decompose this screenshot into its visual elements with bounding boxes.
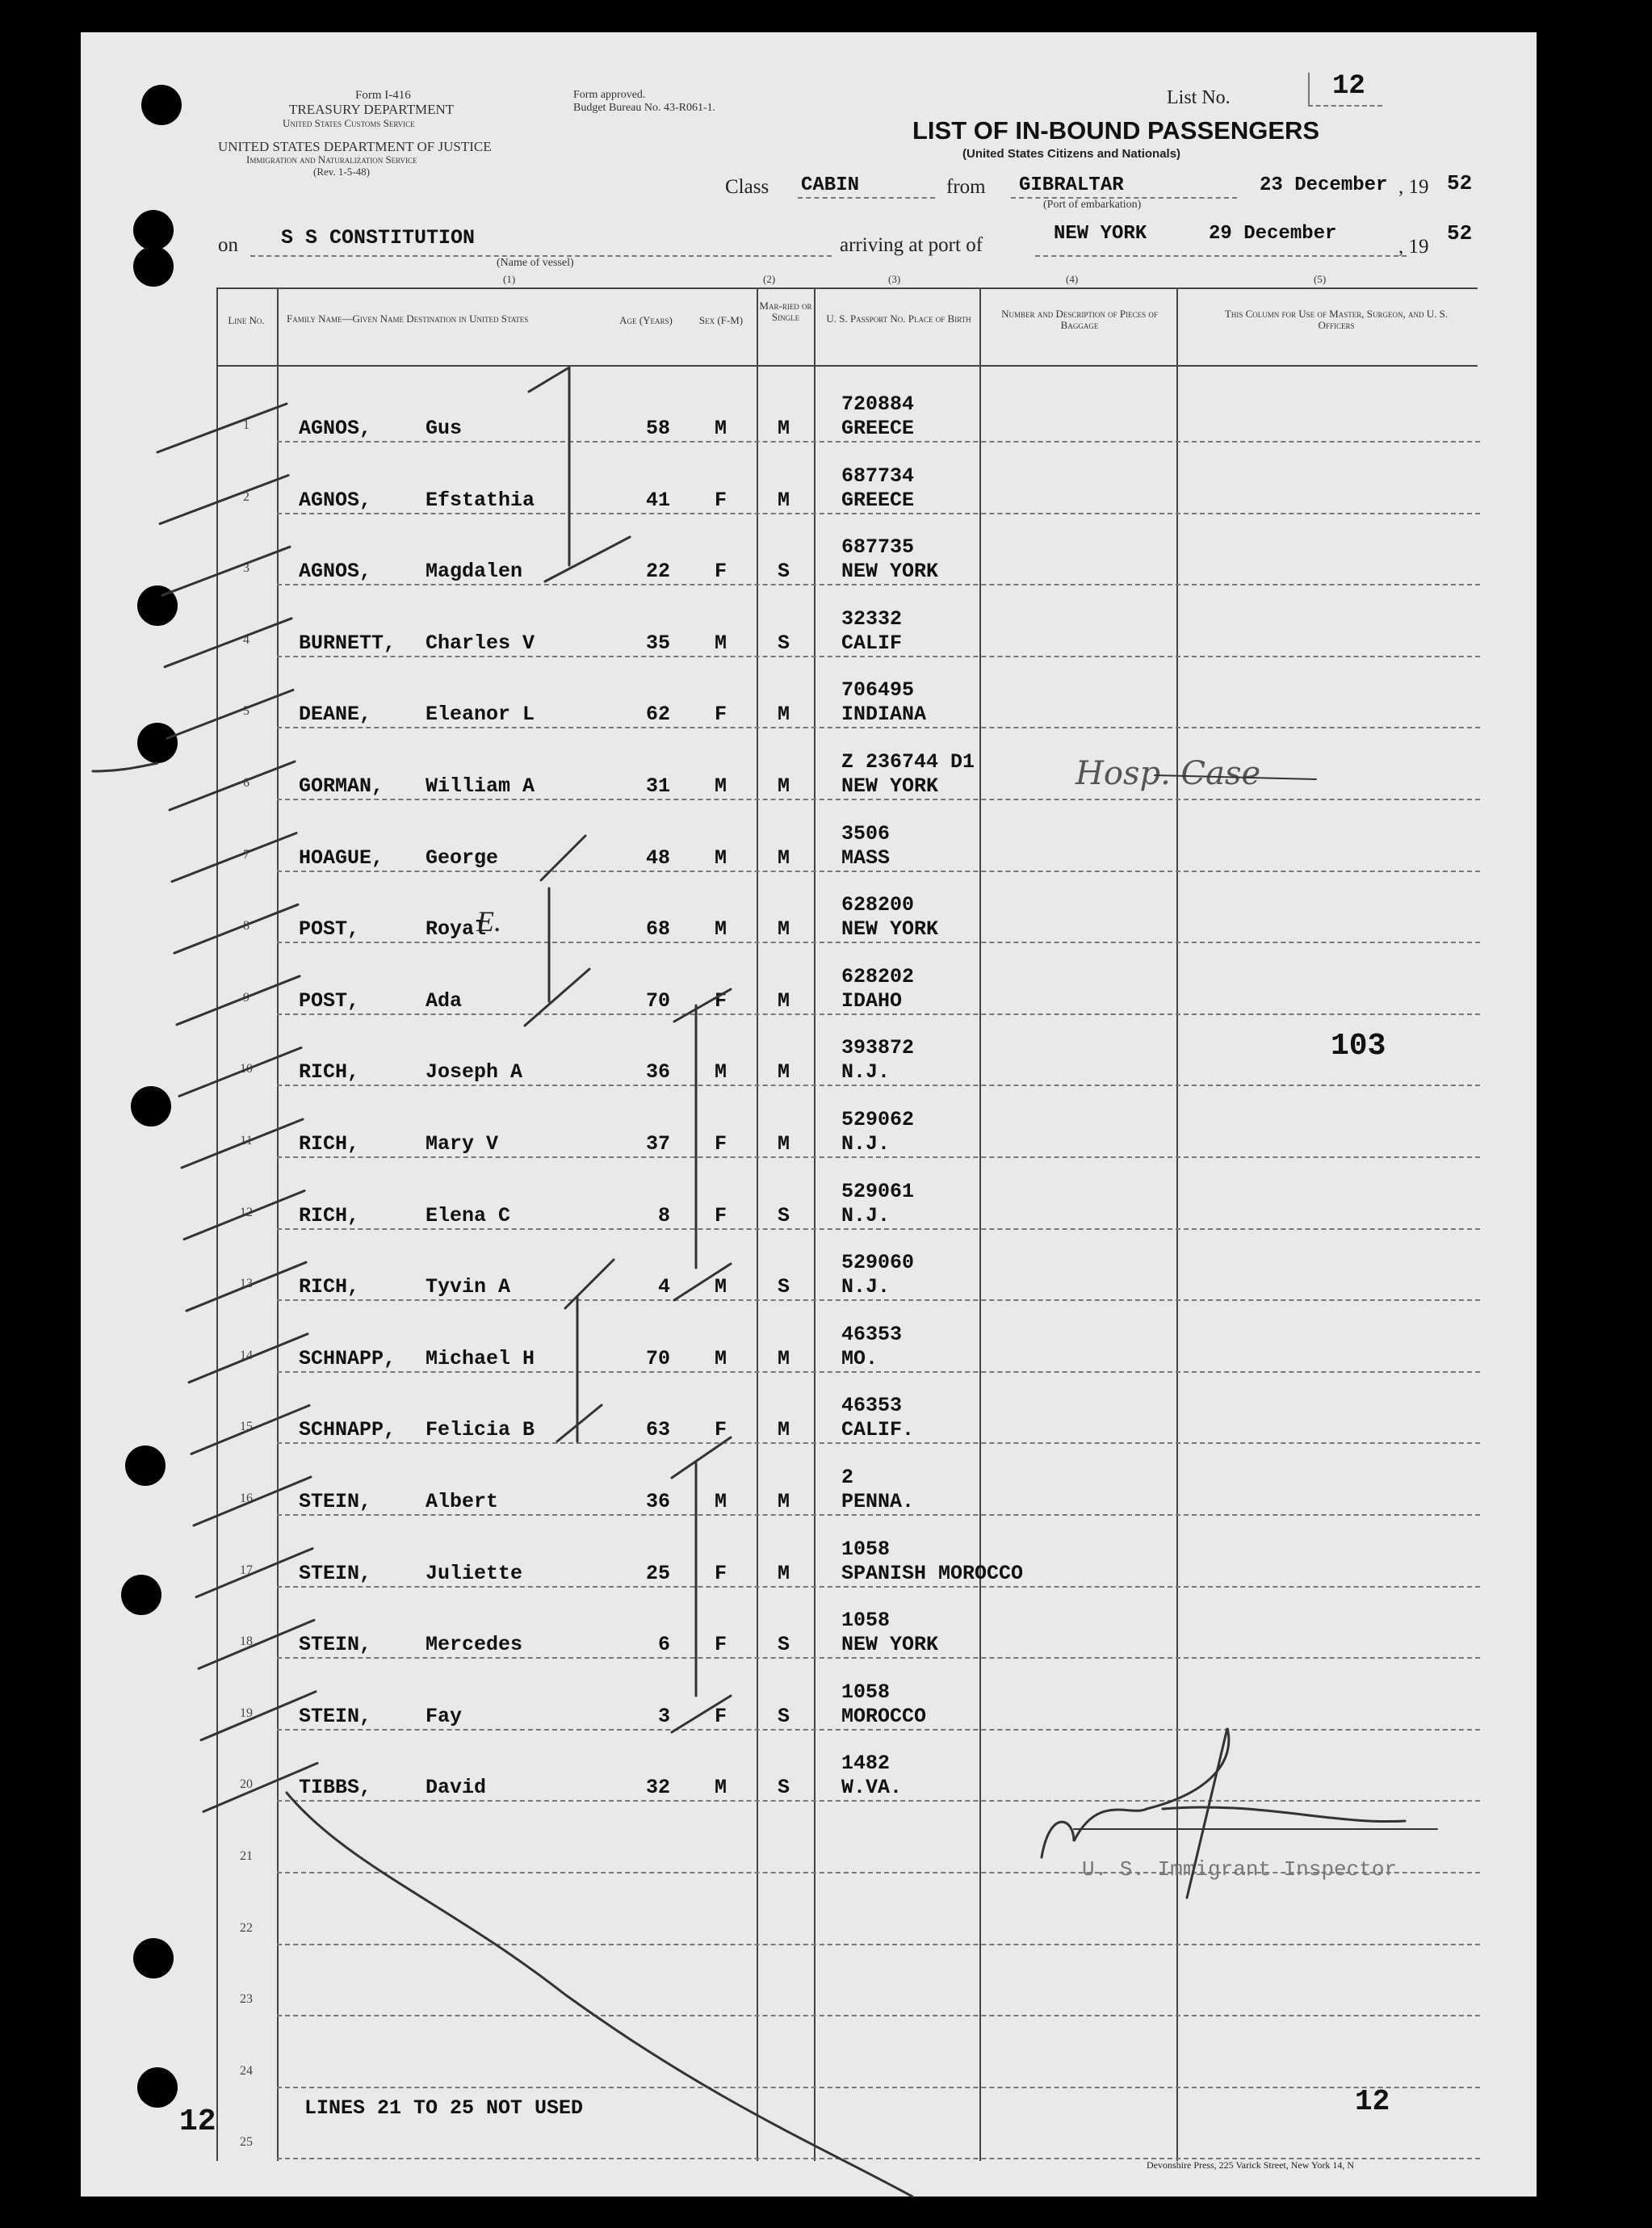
- passenger-age: 22: [645, 560, 670, 584]
- marital-status: M: [778, 1346, 790, 1370]
- place-of-birth: IDAHO: [841, 988, 903, 1013]
- tally-mark: [191, 1405, 309, 1454]
- passenger-surname: AGNOS,: [299, 488, 372, 512]
- line-number: 2: [243, 489, 249, 504]
- col-number-4: (4): [1066, 273, 1079, 285]
- passenger-surname: RICH,: [299, 1060, 360, 1085]
- passenger-age: 41: [645, 488, 670, 512]
- passenger-sex: M: [715, 774, 727, 798]
- passenger-sex: M: [715, 631, 727, 655]
- officer-number: 103: [1331, 1029, 1386, 1064]
- on-label: on: [218, 234, 238, 256]
- passenger-surname: POST,: [299, 988, 360, 1013]
- list-no-value: 12: [1332, 71, 1365, 102]
- tally-mark: [172, 833, 296, 882]
- passport-number: 3506: [841, 821, 891, 845]
- tally-mark: [167, 690, 293, 738]
- departure-year-prefix: , 19: [1398, 176, 1429, 198]
- line-number: 11: [240, 1134, 253, 1148]
- line-number: 10: [240, 1062, 253, 1076]
- passenger-given-name: Juliette: [426, 1561, 523, 1585]
- tally-mark: [182, 1119, 303, 1168]
- passenger-age: 8: [657, 1203, 670, 1227]
- passenger-sex: F: [715, 488, 727, 512]
- line-number: 19: [240, 1706, 253, 1720]
- place-of-birth: W.VA.: [841, 1776, 903, 1800]
- passenger-sex: M: [715, 1776, 727, 1800]
- place-of-birth: GREECE: [841, 488, 915, 512]
- place-of-birth: SPANISH MOROCCO: [841, 1561, 1024, 1585]
- header-married: Mar-ried or Single: [759, 300, 812, 323]
- passenger-surname: STEIN,: [299, 1490, 372, 1513]
- marital-status: S: [778, 1203, 790, 1227]
- passenger-surname: RICH,: [299, 1275, 360, 1299]
- tally-mark: [160, 476, 288, 524]
- passenger-given-name: Royal: [426, 917, 487, 942]
- passport-number: Z 236744 D1: [841, 750, 975, 774]
- header-age: Age (Years): [619, 314, 673, 326]
- passenger-surname: BURNETT,: [299, 631, 396, 655]
- passenger-given-name: Mercedes: [426, 1633, 523, 1657]
- tally-mark: [162, 547, 290, 595]
- passenger-given-name: Efstathia: [426, 488, 535, 512]
- place-of-birth: CALIF: [841, 631, 903, 655]
- page-number-left: 12: [179, 2104, 216, 2139]
- line-number: 1: [243, 418, 249, 432]
- line-number: 17: [240, 1563, 253, 1577]
- marital-status: M: [778, 988, 790, 1013]
- marital-status: S: [778, 1633, 790, 1657]
- passenger-age: 35: [645, 631, 670, 655]
- passenger-surname: TIBBS,: [299, 1776, 372, 1800]
- ins-service: Immigration and Naturalization Service: [246, 153, 417, 166]
- place-of-birth: PENNA.: [841, 1490, 915, 1513]
- header-officers: This Column for Use of Master, Surgeon, and U. S. Officers: [1224, 308, 1449, 331]
- line-number: 6: [243, 776, 249, 790]
- passenger-sex: M: [715, 1060, 727, 1085]
- lines-not-used: LINES 21 TO 25 NOT USED: [304, 2096, 584, 2120]
- marital-status: M: [778, 1132, 790, 1156]
- printer-imprint: Devonshire Press, 225 Varick Street, New York 14, N: [1147, 2159, 1355, 2171]
- header-name: Family Name—Given Name Destination in United States: [287, 313, 529, 325]
- line-number: 5: [243, 704, 249, 719]
- tally-mark: [165, 619, 291, 667]
- passenger-sex: F: [715, 988, 727, 1013]
- marital-status: S: [778, 631, 790, 655]
- passport-number: 628200: [841, 893, 915, 917]
- class-label: Class: [725, 176, 769, 198]
- col-number-1: (1): [503, 273, 516, 285]
- passenger-surname: RICH,: [299, 1203, 360, 1227]
- marital-status: M: [778, 1418, 790, 1442]
- passport-number: 706495: [841, 678, 915, 703]
- line-number: 9: [243, 990, 249, 1005]
- passenger-given-name: Michael H: [426, 1346, 535, 1370]
- passenger-surname: STEIN,: [299, 1704, 372, 1728]
- passenger-sex: F: [715, 1203, 727, 1227]
- passenger-given-name: Gus: [426, 417, 463, 440]
- passenger-given-name: Joseph A: [426, 1060, 523, 1085]
- line-number: 22: [240, 1920, 253, 1935]
- passenger-surname: AGNOS,: [299, 560, 372, 584]
- place-of-birth: N.J.: [841, 1203, 891, 1227]
- passenger-sex: F: [715, 1561, 727, 1585]
- passenger-surname: POST,: [299, 917, 360, 942]
- port-embark-note: (Port of embarkation): [1043, 199, 1142, 211]
- passenger-sex: M: [715, 1275, 727, 1299]
- passenger-sex: F: [715, 1704, 727, 1728]
- departure-year: 52: [1447, 171, 1473, 195]
- passenger-age: 63: [645, 1418, 670, 1442]
- header-line-no: Line No.: [228, 314, 265, 326]
- tally-mark: [179, 1047, 301, 1096]
- tally-mark: [189, 1334, 308, 1383]
- tally-mark: [170, 762, 295, 810]
- line-number: 18: [240, 1634, 253, 1649]
- passenger-surname: GORMAN,: [299, 774, 384, 798]
- marital-status: M: [778, 774, 790, 798]
- list-no-label: List No.: [1167, 87, 1231, 108]
- line-number: 8: [243, 919, 249, 934]
- passenger-sex: F: [715, 703, 727, 727]
- passenger-sex: F: [715, 1418, 727, 1442]
- passenger-given-name: Albert: [426, 1490, 499, 1513]
- place-of-birth: INDIANA: [841, 703, 927, 727]
- treasury-dept: TREASURY DEPARTMENT: [289, 102, 455, 117]
- passport-number: 720884: [841, 392, 915, 416]
- passport-number: 46353: [841, 1322, 903, 1346]
- line-number: 24: [240, 2063, 253, 2078]
- passenger-given-name: George: [426, 845, 499, 870]
- passenger-surname: AGNOS,: [299, 417, 372, 440]
- marital-status: S: [778, 560, 790, 584]
- passenger-surname: STEIN,: [299, 1633, 372, 1657]
- passenger-age: 4: [657, 1275, 670, 1299]
- list-subtitle: (United States Citizens and Nationals): [962, 147, 1181, 161]
- passenger-age: 25: [645, 1561, 670, 1585]
- passenger-age: 58: [645, 417, 670, 440]
- line-number: 14: [240, 1348, 253, 1362]
- line-number: 21: [240, 1849, 253, 1863]
- line-number: 25: [240, 2135, 253, 2150]
- inspector-title: U. S. Immigrant Inspector: [1082, 1857, 1398, 1882]
- passenger-sex: F: [715, 560, 727, 584]
- form-approved: Form approved.: [573, 89, 646, 101]
- passenger-age: 48: [645, 845, 670, 870]
- list-title: LIST OF IN-BOUND PASSENGERS: [912, 116, 1320, 145]
- line-number: 23: [240, 1992, 253, 2007]
- place-of-birth: MASS: [841, 845, 891, 870]
- passenger-surname: RICH,: [299, 1132, 360, 1156]
- marital-status: M: [778, 417, 790, 440]
- marital-status: M: [778, 703, 790, 727]
- budget-bureau: Budget Bureau No. 43-R061-1.: [573, 102, 716, 114]
- arrival-year-prefix: , 19: [1398, 236, 1429, 258]
- class-value: CABIN: [801, 174, 860, 196]
- line-number: 20: [240, 1777, 253, 1792]
- passenger-age: 70: [645, 988, 670, 1013]
- passport-number: 1058: [841, 1680, 891, 1704]
- passenger-surname: SCHNAPP,: [299, 1346, 396, 1370]
- marital-status: M: [778, 488, 790, 512]
- passenger-sex: F: [715, 1633, 727, 1657]
- port-of-embarkation: GIBRALTAR: [1019, 174, 1124, 196]
- line-number: 16: [240, 1492, 253, 1505]
- marital-status: M: [778, 917, 790, 942]
- tally-mark: [157, 404, 287, 452]
- header-baggage: Number and Description of Pieces of Baggage: [1001, 308, 1158, 331]
- passport-number: 393872: [841, 1036, 915, 1060]
- passenger-sex: M: [715, 1490, 727, 1513]
- passport-number: 46353: [841, 1394, 903, 1418]
- vessel-name: S S CONSTITUTION: [281, 226, 476, 250]
- passenger-sex: F: [715, 1132, 727, 1156]
- passenger-given-name: Elena C: [426, 1203, 511, 1227]
- place-of-birth: CALIF.: [841, 1418, 915, 1442]
- line-number: 15: [240, 1420, 253, 1434]
- hosp-case-note: Hosp. Case: [1075, 755, 1261, 792]
- header-passport: U. S. Passport No. Place of Birth: [826, 313, 971, 325]
- passenger-given-name: Tyvin A: [426, 1275, 511, 1299]
- vessel-note: (Name of vessel): [497, 257, 574, 269]
- tally-mark: [177, 976, 300, 1025]
- passenger-age: 32: [645, 1776, 670, 1800]
- passport-number: 2: [841, 1466, 854, 1489]
- royal-initial-note: E.: [476, 905, 501, 938]
- passport-number: 529061: [841, 1179, 915, 1203]
- passenger-given-name: Felicia B: [426, 1418, 535, 1442]
- page-number-right: 12: [1355, 2085, 1390, 2118]
- passport-number: 1058: [841, 1537, 891, 1561]
- place-of-birth: N.J.: [841, 1060, 891, 1085]
- passenger-age: 62: [645, 703, 670, 727]
- passport-number: 529060: [841, 1251, 915, 1275]
- header-sex: Sex (F-M): [698, 314, 744, 326]
- passenger-surname: HOAGUE,: [299, 845, 384, 870]
- place-of-birth: GREECE: [841, 417, 915, 440]
- passenger-surname: DEANE,: [299, 703, 372, 727]
- arrival-date: 29 December: [1209, 223, 1337, 245]
- form-number: Form I-416: [355, 89, 411, 102]
- tally-mark: [174, 904, 298, 953]
- passport-number: 1058: [841, 1609, 891, 1633]
- form-revision: (Rev. 1-5-48): [313, 166, 370, 178]
- passenger-given-name: Eleanor L: [426, 703, 535, 727]
- line-number: 4: [243, 632, 249, 647]
- passenger-age: 36: [645, 1060, 670, 1085]
- tally-mark: [187, 1262, 306, 1311]
- passport-number: 687734: [841, 464, 915, 488]
- line-number: 3: [243, 561, 249, 576]
- passenger-age: 70: [645, 1346, 670, 1370]
- passport-number: 529062: [841, 1108, 915, 1131]
- passenger-given-name: Ada: [426, 988, 463, 1013]
- arrival-year: 52: [1447, 221, 1473, 245]
- justice-dept: UNITED STATES DEPARTMENT OF JUSTICE: [218, 139, 492, 154]
- place-of-birth: NEW YORK: [841, 774, 939, 798]
- passenger-age: 31: [645, 774, 670, 798]
- passenger-sex: M: [715, 845, 727, 870]
- place-of-birth: N.J.: [841, 1132, 891, 1156]
- passenger-surname: STEIN,: [299, 1561, 372, 1585]
- marital-status: S: [778, 1776, 790, 1800]
- marital-status: M: [778, 845, 790, 870]
- marital-status: S: [778, 1704, 790, 1728]
- tally-mark: [196, 1549, 312, 1597]
- marital-status: S: [778, 1275, 790, 1299]
- place-of-birth: MOROCCO: [841, 1704, 927, 1728]
- passenger-given-name: Mary V: [426, 1132, 499, 1156]
- passport-number: 628202: [841, 964, 915, 988]
- passport-number: 32332: [841, 606, 903, 631]
- line-number: 13: [240, 1277, 253, 1291]
- passenger-age: 3: [657, 1704, 670, 1728]
- marital-status: M: [778, 1490, 790, 1513]
- passenger-age: 36: [645, 1490, 670, 1513]
- line-number: 7: [243, 847, 249, 862]
- col-number-5: (5): [1314, 273, 1327, 285]
- line-number: 12: [240, 1205, 253, 1219]
- tally-mark: [194, 1477, 311, 1525]
- passenger-sex: M: [715, 917, 727, 942]
- tally-mark: [201, 1692, 316, 1740]
- passenger-age: 37: [645, 1132, 670, 1156]
- passenger-age: 68: [645, 917, 670, 942]
- col-number-3: (3): [888, 273, 901, 285]
- place-of-birth: N.J.: [841, 1275, 891, 1299]
- place-of-birth: NEW YORK: [841, 560, 939, 584]
- arrival-port: NEW YORK: [1054, 223, 1147, 245]
- departure-date: 23 December: [1260, 174, 1388, 196]
- passenger-sex: M: [715, 1346, 727, 1370]
- passenger-given-name: Fay: [426, 1704, 463, 1728]
- passenger-given-name: William A: [426, 774, 535, 798]
- passenger-given-name: David: [426, 1776, 487, 1800]
- from-label: from: [946, 176, 986, 198]
- passenger-age: 6: [657, 1633, 670, 1657]
- marital-status: M: [778, 1561, 790, 1585]
- passenger-given-name: Magdalen: [426, 560, 523, 584]
- passport-number: 687735: [841, 535, 915, 560]
- place-of-birth: NEW YORK: [841, 1633, 939, 1657]
- passenger-given-name: Charles V: [426, 631, 535, 655]
- passenger-surname: SCHNAPP,: [299, 1418, 396, 1442]
- tally-mark: [184, 1191, 304, 1240]
- customs-service: United States Customs Service: [283, 117, 415, 129]
- tally-mark: [199, 1620, 314, 1668]
- marital-status: M: [778, 1060, 790, 1085]
- arriving-label: arriving at port of: [840, 234, 983, 256]
- col-number-2: (2): [763, 273, 776, 285]
- place-of-birth: NEW YORK: [841, 917, 939, 942]
- passenger-sex: M: [715, 417, 727, 440]
- place-of-birth: MO.: [841, 1346, 878, 1370]
- tally-mark: [203, 1763, 317, 1811]
- passport-number: 1482: [841, 1752, 891, 1776]
